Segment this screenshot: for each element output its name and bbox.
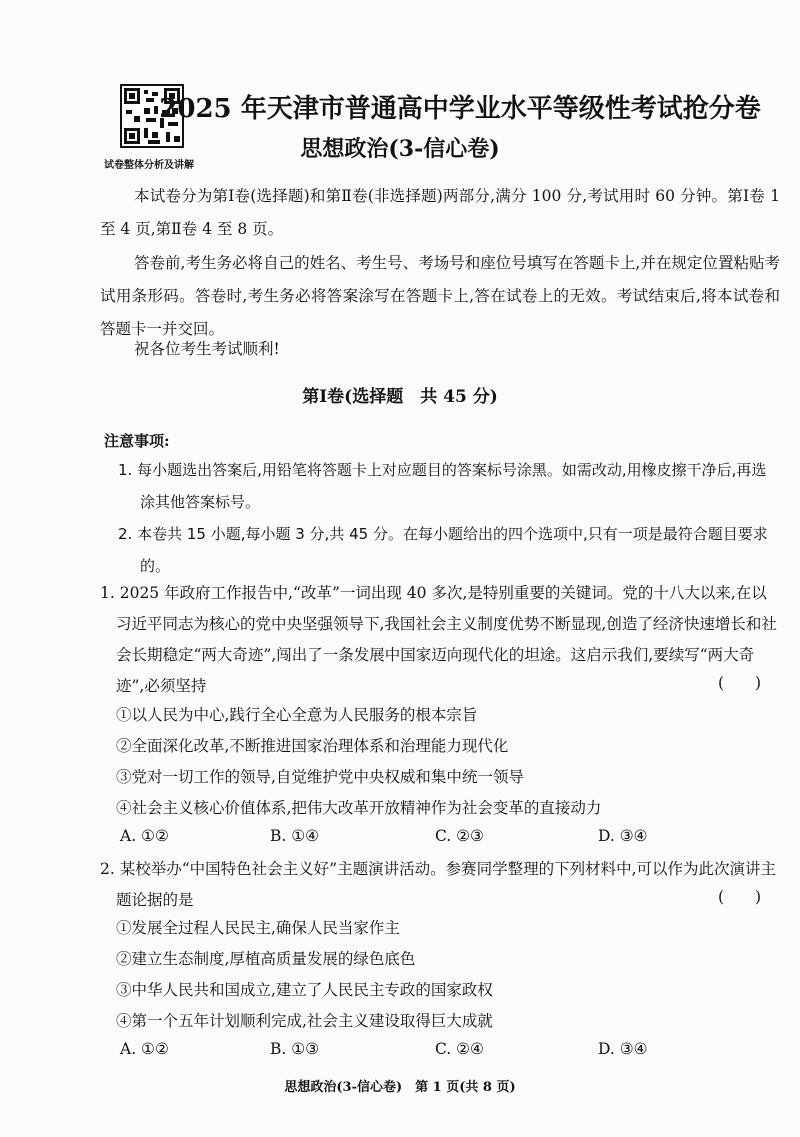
choice-b: B. ①③ (270, 1040, 320, 1058)
question-stem: 2. 某校举办“中国特色社会主义好”主题演讲活动。参赛同学整理的下列材料中,可以作为此次演讲主题论据的是 (100, 860, 776, 909)
choice-c: C. ②③ (435, 827, 484, 845)
qr-caption: 试卷整体分析及讲解 (104, 160, 194, 171)
choice-b: B. ①④ (270, 827, 320, 845)
answer-blank: ( ) (718, 674, 762, 692)
statement: ②全面深化改革,不断推进国家治理体系和治理能力现代化 (116, 737, 509, 755)
statement: ④第一个五年计划顺利完成,社会主义建设取得巨大成就 (116, 1012, 493, 1030)
statement: ①以人民为中心,践行全心全意为人民服务的根本宗旨 (116, 706, 478, 724)
question-1 (100, 578, 780, 702)
intro-paragraph-1: 本试卷分为第Ⅰ卷(选择题)和第Ⅱ卷(非选择题)两部分,满分 100 分,考试用时 60 分钟。第Ⅰ卷 1 至 4 页,第Ⅱ卷 4 至 8 页。 (100, 187, 780, 238)
intro-paragraph-2: 答卷前,考生务必将自己的姓名、考生号、考场号和座位号填写在答题卡上,并在规定位置粘贴考试用条形码。答卷时,考生务必将答案涂写在答题卡上,答在试卷上的无效。考试结束后,将本试卷和答题卡一并交回。 (100, 254, 780, 338)
choice-c: C. ②④ (435, 1040, 484, 1058)
question-stem: 1. 2025 年政府工作报告中,“改革”一词出现 40 多次,是特别重要的关键词。党的十八大以来,在以习近平同志为核心的党中央坚强领导下,我国社会主义制度优势不断显现,创造了经济快速增长和社会长期稳定“两大奇迹”,闯出了一条发展中国家迈向现代化的坦途。这启示我们,要续写“两大奇迹”,必须坚持 (100, 584, 777, 695)
notice-list (118, 454, 778, 582)
section-title: 第Ⅰ卷(选择题 共 45 分) (302, 387, 498, 407)
choice-a: A. ①② (120, 1040, 169, 1058)
statement: ②建立生态制度,厚植高质量发展的绿色底色 (116, 950, 416, 968)
choice-a: A. ①② (120, 827, 169, 845)
page-footer: 思想政治(3-信心卷) 第 1 页(共 8 页) (284, 1080, 516, 1095)
exam-subtitle: 思想政治(3-信心卷) (300, 136, 500, 162)
statement: ③党对一切工作的领导,自觉维护党中央权威和集中统一领导 (116, 768, 524, 786)
answer-blank: ( ) (718, 888, 762, 906)
intro-paragraph-3: 祝各位考生考试顺利! (134, 340, 280, 358)
notice-label: 注意事项: (104, 432, 170, 450)
choice-d: D. ③④ (598, 827, 648, 845)
statement: ①发展全过程人民民主,确保人民当家作主 (116, 919, 400, 937)
statement: ③中华人民共和国成立,建立了人民民主专政的国家政权 (116, 981, 493, 999)
notice-item: 1. 每小题选出答案后,用铅笔将答题卡上对应题目的答案标号涂黑。如需改动,用橡皮擦干净后,再选涂其他答案标号。 (118, 461, 767, 511)
exam-title: 2025 年天津市普通高中学业水平等级性考试抢分卷 (159, 94, 761, 124)
notice-item: 2. 本卷共 15 小题,每小题 3 分,共 45 分。在每小题给出的四个选项中,只有一项是最符合题目要求的。 (118, 525, 768, 575)
choice-d: D. ③④ (598, 1040, 648, 1058)
question-2 (100, 854, 780, 916)
statement: ④社会主义核心价值体系,把伟大改革开放精神作为社会变革的直接动力 (116, 799, 602, 817)
